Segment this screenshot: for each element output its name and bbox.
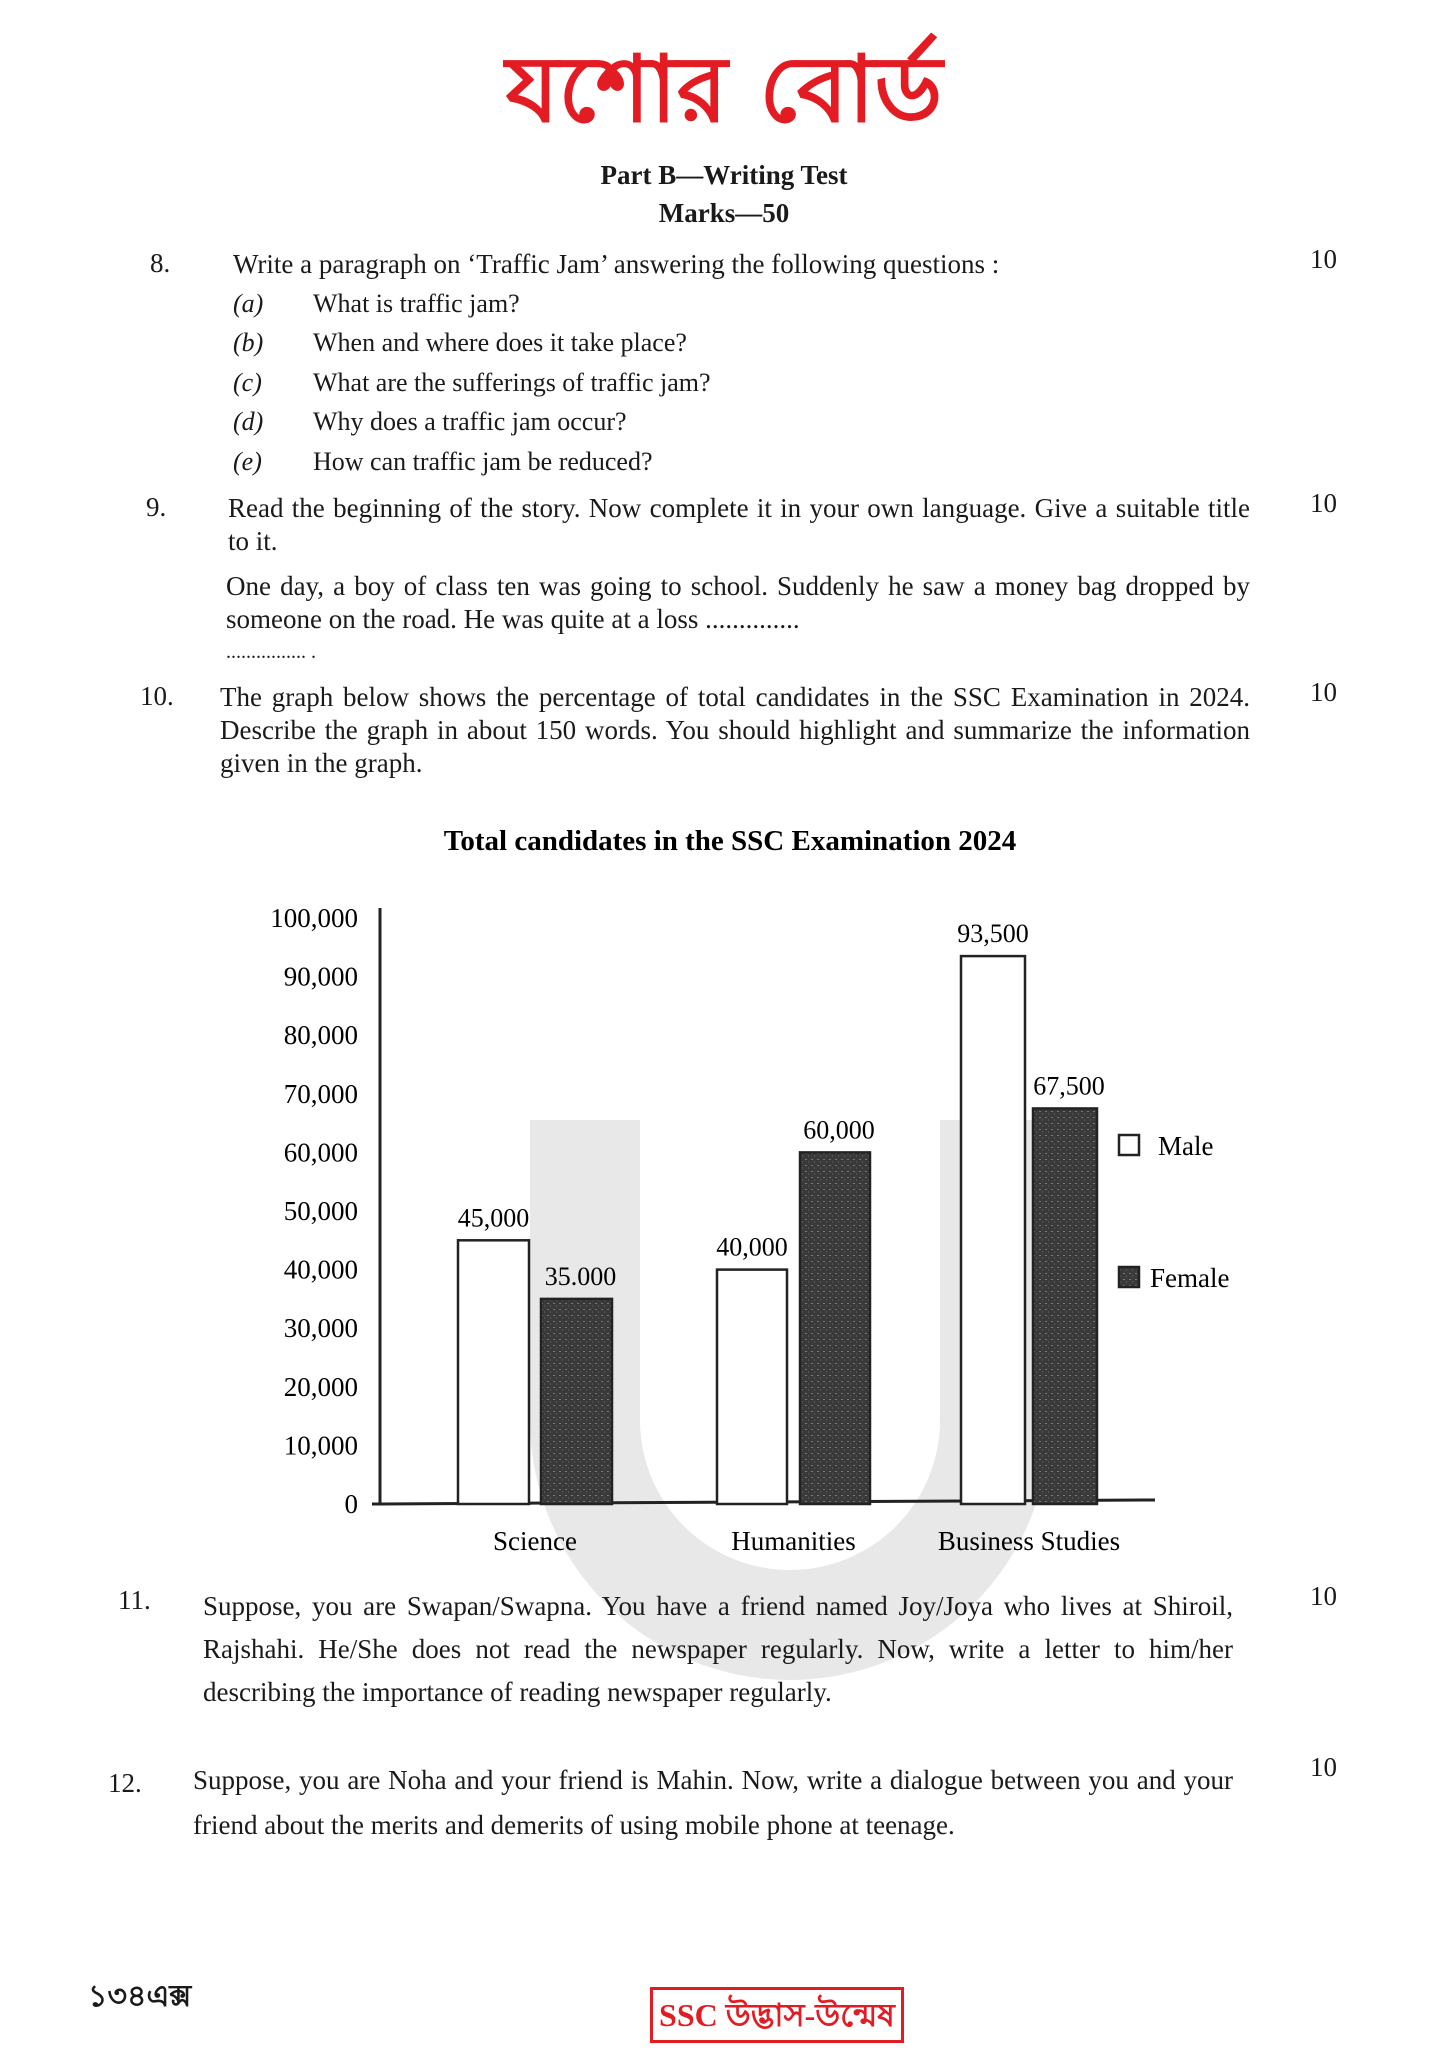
sub-label: (b) — [233, 328, 264, 357]
brand-stamp: SSC উদ্ভাস-উন্মেষ — [650, 1987, 904, 2043]
question-number: 12. — [108, 1768, 142, 1798]
question-text: Read the beginning of the story. Now complete it in your own language. Give a suitable title to it. — [228, 493, 1250, 556]
chart-title: Total candidates in the SSC Examination 2024 — [443, 825, 1017, 857]
sub-text: How can traffic jam be reduced? — [313, 447, 653, 476]
question-marks: 10 — [1310, 488, 1337, 518]
question-number: 8. — [150, 248, 171, 278]
legend-label: Male — [1158, 1131, 1214, 1161]
y-tick-label: 70,000 — [283, 1078, 358, 1109]
sub-question — [233, 407, 627, 437]
question-text: The graph below shows the percentage of total candidates in the SSC Examination in 2024. Describe the graph in about 150 words. You should highlight and summarize the information given in the graph. — [220, 682, 1250, 778]
data-label: 40,000 — [716, 1232, 788, 1262]
page-number: ১৩৪এক্স — [88, 1979, 192, 2014]
sub-question — [233, 368, 711, 398]
question-marks: 10 — [1310, 1752, 1337, 1782]
question-marks: 10 — [1310, 244, 1337, 274]
marks-heading: Marks—50 — [658, 198, 790, 228]
sub-label: (a) — [233, 289, 264, 318]
story-dots: ................ . — [226, 641, 316, 663]
category-label: Business Studies — [937, 1526, 1121, 1556]
sub-label: (e) — [233, 447, 262, 476]
y-tick-label: 90,000 — [283, 961, 358, 992]
y-tick-label: 30,000 — [283, 1313, 358, 1344]
data-label: 45,000 — [457, 1203, 530, 1233]
legend-swatch-male — [1119, 1135, 1139, 1155]
legend-label: Female — [1150, 1263, 1230, 1293]
question-text: Write a paragraph on ‘Traffic Jam’ answering the following questions : — [233, 249, 1000, 279]
data-label: 60,000 — [803, 1115, 875, 1145]
question-number: 10. — [140, 681, 174, 711]
board-title: যশোর বোর্ড — [505, 36, 943, 143]
question-text: Suppose, you are Swapan/Swapna. You have a friend named Joy/Joya who lives at Shiroil, Rajshahi. He/She does not read the newspaper regularly. Now, write a letter to him/her describing the importance of reading newspaper regularly. — [203, 1591, 1233, 1707]
sub-text: Why does a traffic jam occur? — [313, 407, 627, 436]
sub-label: (c) — [233, 368, 262, 397]
sub-text: What are the sufferings of traffic jam? — [313, 368, 711, 397]
y-tick-label: 20,000 — [283, 1371, 358, 1402]
sub-label: (d) — [233, 407, 264, 436]
question-marks: 10 — [1310, 1581, 1337, 1611]
sub-question — [233, 328, 687, 358]
y-tick-label: 80,000 — [283, 1020, 358, 1051]
sub-question — [233, 447, 653, 477]
question-text: Suppose, you are Noha and your friend is Mahin. Now, write a dialogue between you and your friend about the merits and demerits of using mobile phone at teenage. — [193, 1765, 1233, 1840]
legend-swatch-female — [1119, 1267, 1139, 1287]
sub-text: When and where does it take place? — [313, 328, 687, 357]
data-label: 67,500 — [1033, 1071, 1105, 1101]
y-tick-label: 100,000 — [270, 903, 358, 933]
sub-question — [233, 289, 520, 319]
sub-text: What is traffic jam? — [313, 289, 520, 318]
y-tick-label: 50,000 — [283, 1196, 358, 1226]
question-number: 11. — [118, 1585, 151, 1615]
data-label: 93,500 — [957, 919, 1029, 949]
question-marks: 10 — [1310, 677, 1337, 707]
y-tick-label: 40,000 — [283, 1254, 358, 1285]
question-number: 9. — [146, 492, 167, 522]
category-label: Humanities — [731, 1526, 856, 1556]
part-heading: Part B—Writing Test — [600, 160, 848, 190]
data-label: 35.000 — [544, 1261, 617, 1291]
y-tick-label: 10,000 — [283, 1430, 358, 1461]
story-beginning: One day, a boy of class ten was going to school. Suddenly he saw a money bag dropped by someone on the road. He was quite at a loss .............. — [226, 571, 1250, 634]
y-tick-label: 0 — [344, 1489, 358, 1519]
category-label: Science — [493, 1526, 577, 1556]
y-tick-label: 60,000 — [283, 1137, 358, 1168]
bar-male — [458, 1240, 529, 1504]
